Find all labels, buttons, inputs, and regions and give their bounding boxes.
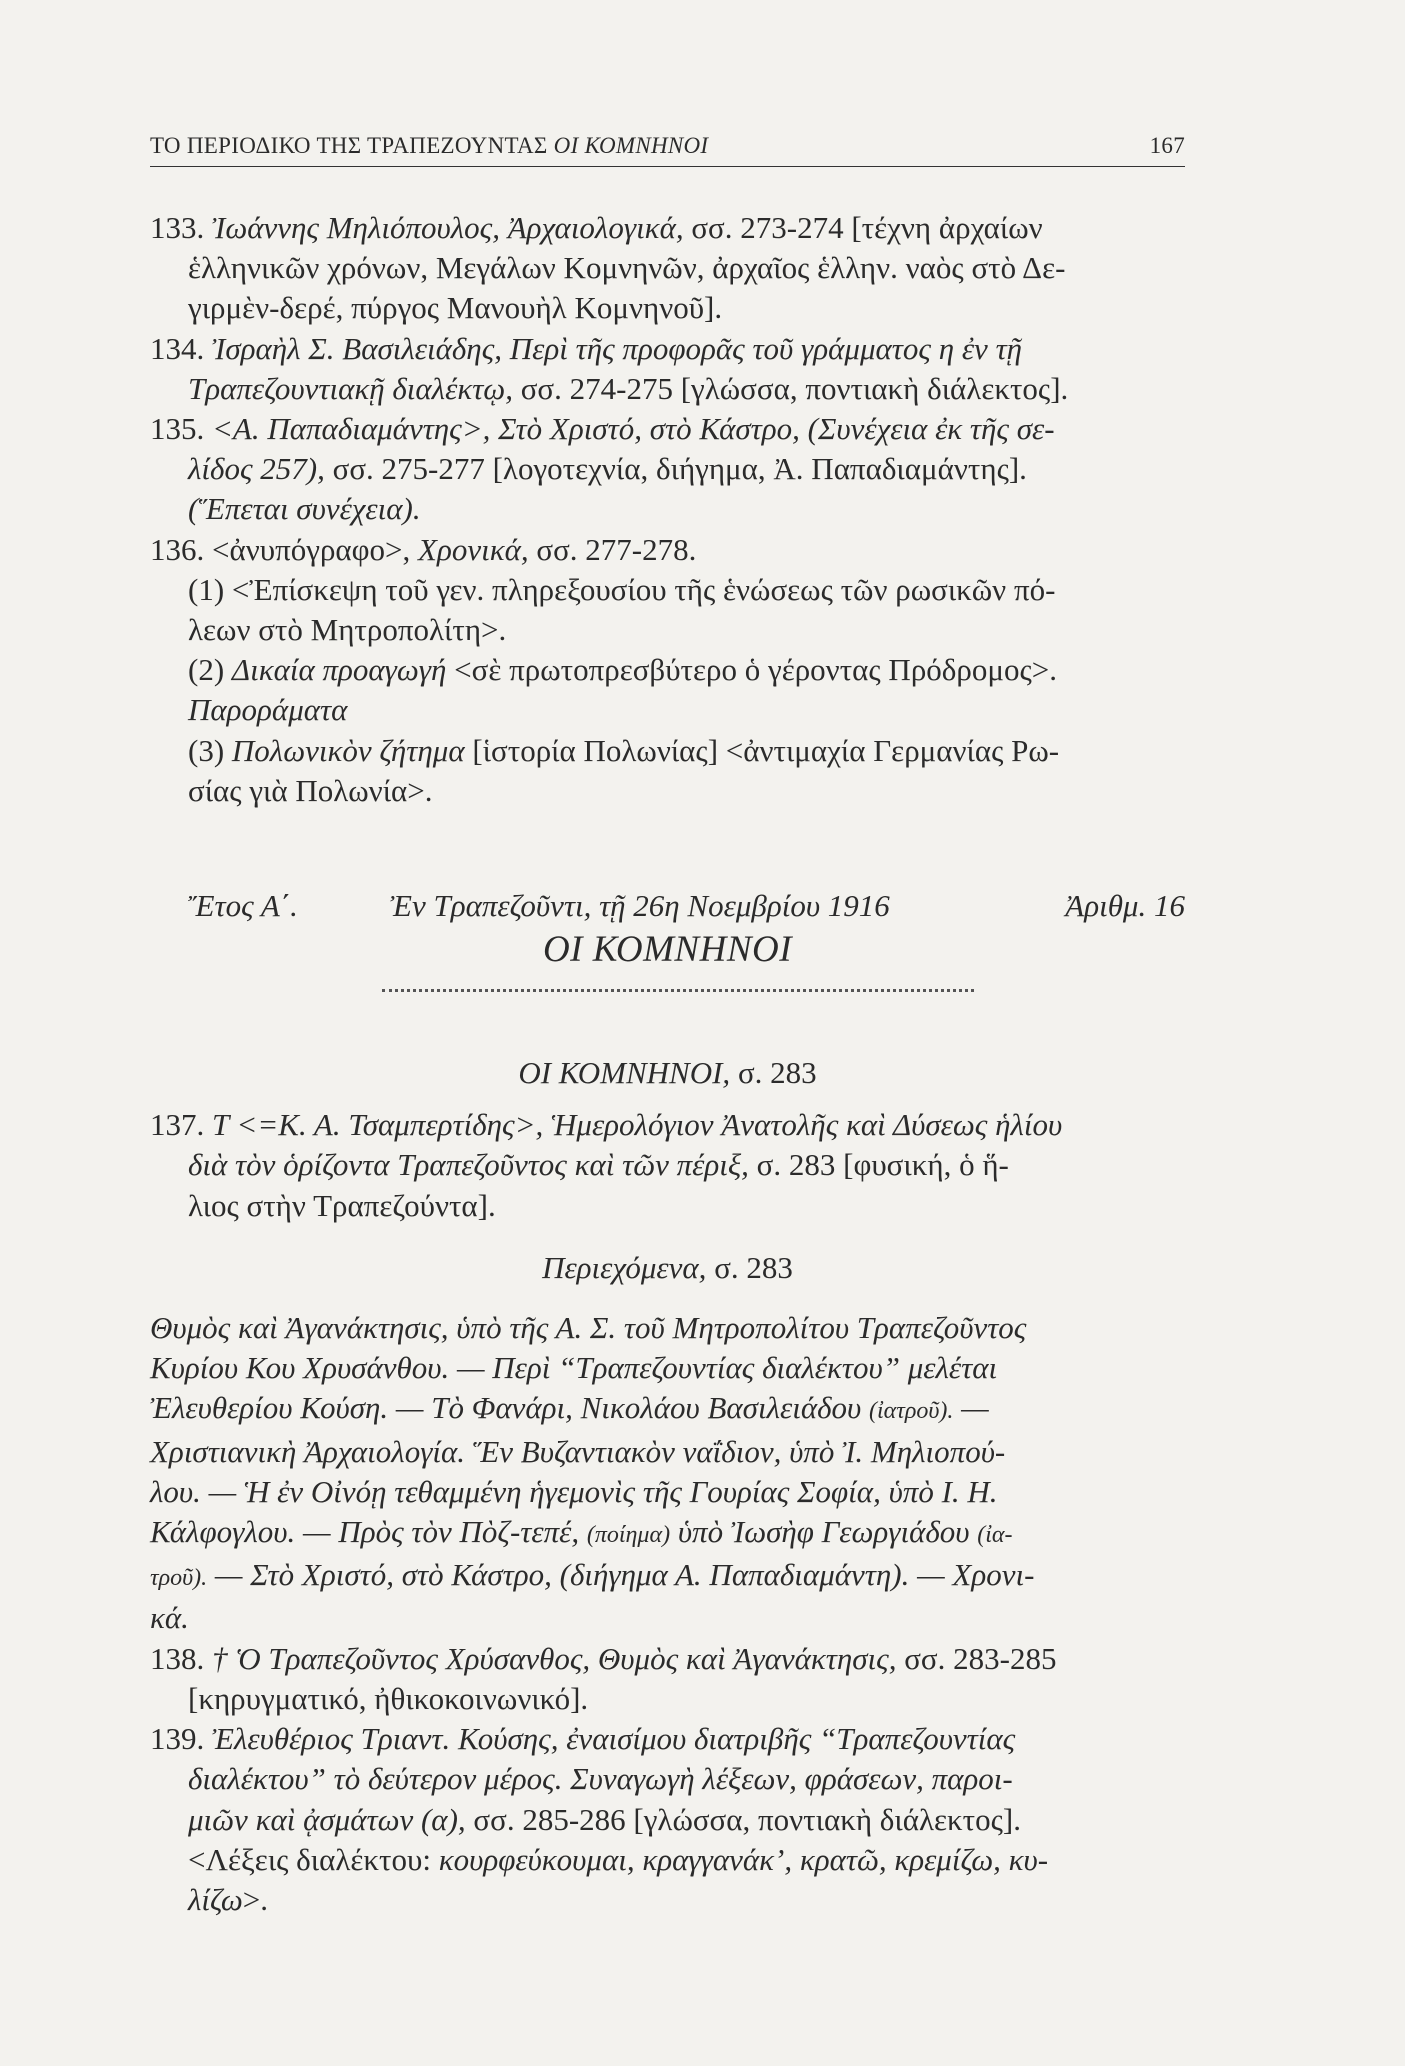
page-body [150,208,1185,1920]
entry-138: 138. † Ὁ Τραπεζοῦντος Χρύσανθος, Θυμὸς καὶ Ἀγανάκτησις, σσ. 283-285 [κηρυγματικό, ἠθικοκοινωνικό]. [150,1640,1057,1716]
issue-title: ΟΙ ΚΟΜΝΗΝΟΙ [542,929,793,971]
header-rule [150,166,1185,167]
entry-135: 135. <Α. Παπαδιαμάντης>, Στὸ Χριστό, στὸ Κάστρο, (Συνέχεια ἐκ τῆς σε- λίδος 257), σσ. 275-277 [λογοτεχνία, διήγημα, Ἀ. Παπαδιαμάντης]. (Ἕπεται συνέχεια). [150,411,1055,527]
issue-place-date: Ἐν Τραπεζοῦντι, τῇ 26η Νοεμβρίου 1916 [390,888,890,924]
entry-134: 134. Ἰσραὴλ Σ. Βασιλειάδης, Περὶ τῆς προφορᾶς τοῦ γράμματος η ἐν τῇ Τραπεζουντιακῇ διαλέκτῳ, σσ. 274-275 [γλώσσα, ποντιακὴ διάλεκτος]. [150,330,1069,406]
issue-number: Ἀριθμ. 16 [1065,888,1185,924]
entry-139: 139. Ἐλευθέριος Τριαντ. Κούσης, ἐναισίμου διατριβῆς “Τραπεζουντίας διαλέκτου” τὸ δεύτερον μέρος. Συναγωγὴ λέξεων, φράσεων, παροι- μιῶν καὶ ᾀσμάτων (α), σσ. 285-286 [γλώσσα, ποντιακὴ διάλεκτος]. <Λέξεις διαλέκτου: κουρφεύκουμαι, κραγγανάκ’, κρατῶ, κρεμίζω, κυ- λίζω>. [150,1721,1049,1917]
running-head: ΤΟ ΠΕΡΙΟΔΙΚΟ ΤΗΣ ΤΡΑΠΕΖΟΥΝΤΑΣ ΟΙ ΚΟΜΝΗΝΟΙ [150,133,709,158]
page-number: 167 [1149,133,1185,158]
dotted-separator [150,973,1185,1013]
entry-136: 136. <ἀνυπόγραφο>, Χρονικά, σσ. 277-278. (1) <Ἐπίσκεψη τοῦ γεν. πληρεξουσίου τῆς ἑνώσεως τῶν ρωσικῶν πό- λεων στὸ Μητροπολίτη>. (2) Δικαία προαγωγή <σὲ πρωτοπρεσβύτερο ὁ γέροντας Πρόδρομος>. Παροράματα (3) Πολωνικὸν ζήτημα [ἱστορία Πολωνίας] <ἀντιμαχία Γερμανίας Ρω- σίας γιὰ Πολωνία>. [150,531,1060,808]
issue-year: Ἔτος Α΄. [188,888,298,924]
issue-masthead: Ἔτος Α΄. Ἐν Τραπεζοῦντι, τῇ 26η Νοεμβρίου 1916 Ἀριθμ. 16 ΟΙ ΚΟΜΝΗΝΟΙ ΟΙ ΚΟΜΝΗΝΟΙ, σ. 283 [150,886,1185,1093]
contents-block: Περιεχόμενα, σ. 283 Θυμὸς καὶ Ἀγανάκτησις, ὑπὸ τῆς Α. Σ. τοῦ Μητροπολίτου Τραπεζοῦντος Κυρίου Κου Χρυσάνθου. — Περὶ “Τραπεζουντίας διαλέκτου” μελέται Ἐλευθερίου Κούση. — Τὸ Φανάρι, Νικολάου Βασιλειάδου (ἰατροῦ). — Χριστιανικὴ Ἀρχαιολογία. Ἕν Βυζαντιακὸν ναΐδιον, ὑπὸ Ἰ. Μηλιοπού- λου. — Ἡ ἐν Οἰνόῃ τεθαμμένη ἡγεμονὶς τῆς Γουρίας Σοφία, ὑπὸ Ι. Η. Κάλφογλου. — Πρὸς τὸν Πὸζ-τεπέ, (ποίημα) ὑπὸ Ἰωσὴφ Γεωργιάδου (ἰα- τροῦ). — Στὸ Χριστό, στὸ Κάστρο, (διήγημα Α. Παπαδιαμάντη). — Χρονι- κά. [150,1249,1035,1636]
entry-137: 137. Τ <=Κ. Α. Τσαμπερτίδης>, Ἡμερολόγιον Ἀνατολῆς καὶ Δύσεως ἡλίου διὰ τὸν ὁρίζοντα Τραπεζοῦντος καὶ τῶν πέριξ, σ. 283 [φυσική, ὁ ἥ- λιος στὴν Τραπεζούντα]. [150,1107,1063,1223]
entry-133: 133. Ἰωάννης Μηλιόπουλος, Ἀρχαιολογικά, σσ. 273-274 [τέχνη ἀρχαίων ἑλληνικῶν χρόνων, Μεγάλων Κομνηνῶν, ἀρχαῖος ἑλλην. ναὸς στὸ Δε- γιρμὲν-δερέ, πύργος Μανουὴλ Κομνηνοῦ]. [150,210,1066,326]
